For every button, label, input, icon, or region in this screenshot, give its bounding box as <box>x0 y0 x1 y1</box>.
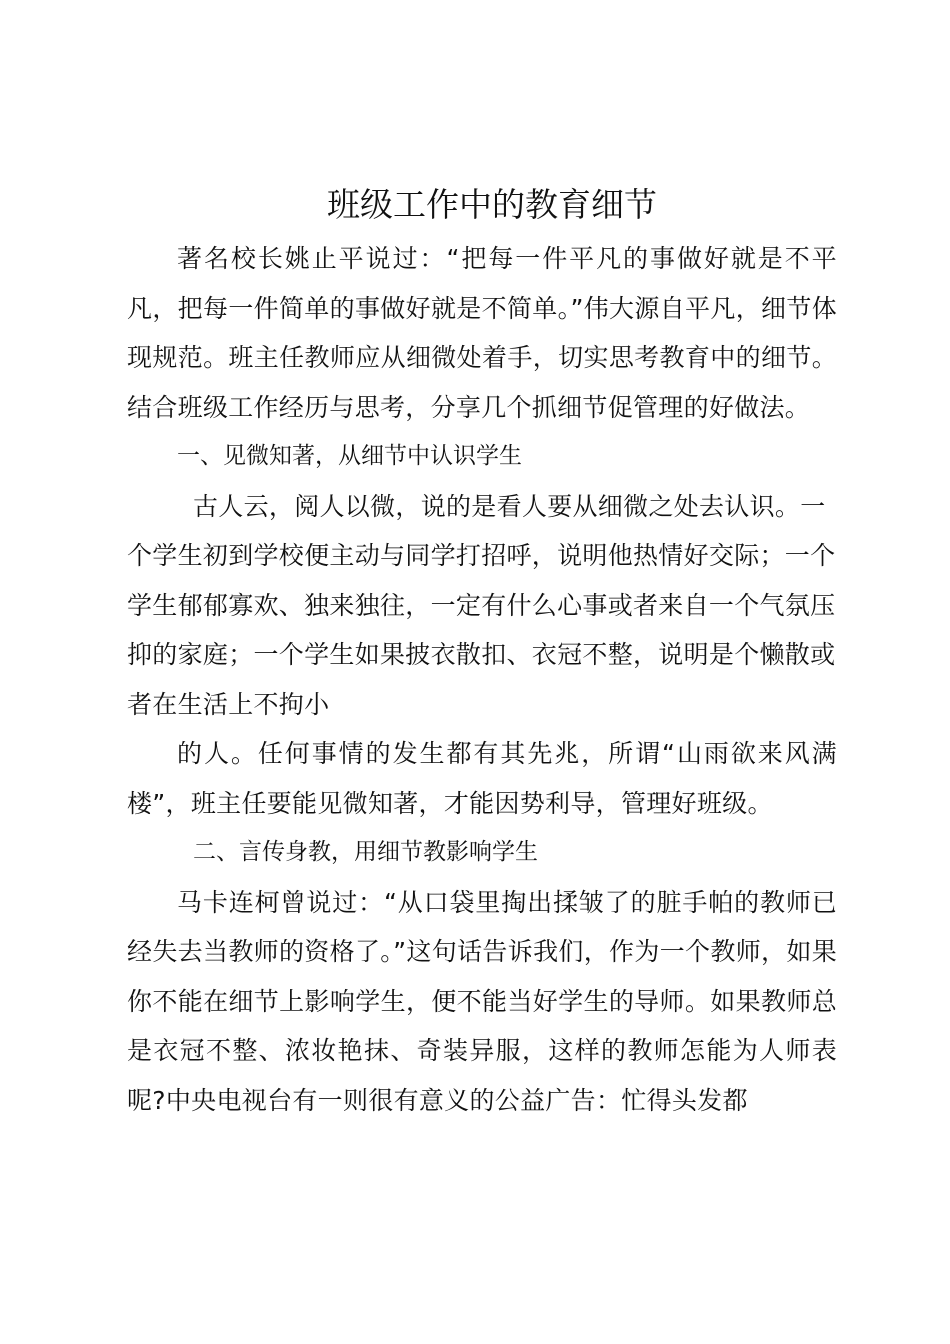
section-2-heading: 二、言传身教，用细节教影响学生 <box>193 839 538 865</box>
section-1-paragraph-2: 的人。任何事情的发生都有其先兆，所谓“山雨欲来风满楼”，班主任要能见微知著，才能因势利导，管理好班级。 <box>127 739 837 818</box>
document-body <box>127 178 837 1125</box>
section-1-paragraph-1: 古人云，阅人以微，说的是看人要从细微之处去认识。一个学生初到学校便主动与同学打招呼，说明他热情好交际；一个学生郁郁寡欢、独来独往，一定有什么心事或者来自一个气氛压抑的家庭；一个学生如果披衣散扣、衣冠不整，说明是个懒散或者在生活上不拘小 <box>127 491 836 719</box>
document-title: 班级工作中的教育细节 <box>327 185 657 224</box>
section-2-paragraph-1: 马卡连柯曾说过：“从口袋里掏出揉皱了的脏手帕的教师已经失去当教师的资格了。”这句话告诉我们，作为一个教师，如果你不能在细节上影响学生，便不能当好学生的导师。如果教师总是衣冠不整、浓妆艳抹、奇装异服，这样的教师怎能为人师表呢?中央电视台有一则很有意义的公益广告：忙得头发都 <box>127 887 837 1115</box>
intro-paragraph: 著名校长姚止平说过：“把每一件平凡的事做好就是不平凡，把每一件简单的事做好就是不简单。”伟大源自平凡，细节体现规范。班主任教师应从细微处着手，切实思考教育中的细节。结合班级工作经历与思考，分享几个抓细节促管理的好做法。 <box>127 244 837 422</box>
section-1-heading: 一、见微知著，从细节中认识学生 <box>177 443 522 469</box>
